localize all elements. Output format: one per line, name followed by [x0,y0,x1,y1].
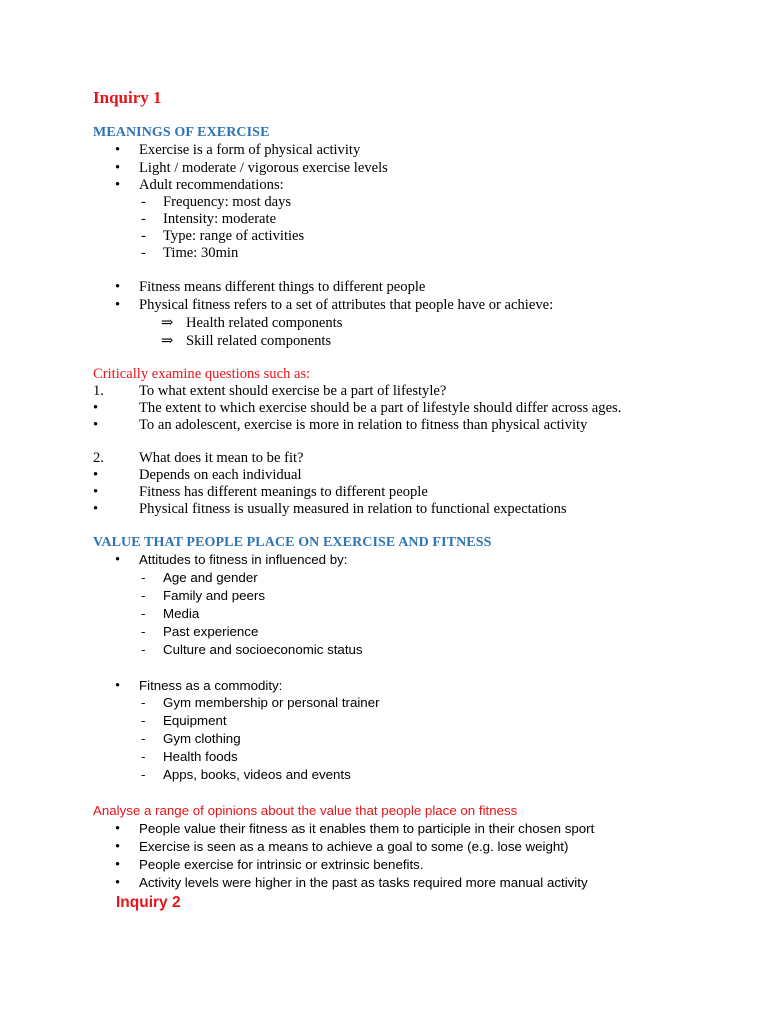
dash: - [141,624,146,639]
bullet: • [115,297,121,313]
list-item: Light / moderate / vigorous exercise levels [139,160,388,176]
arrow-icon: ⇒ [161,315,174,331]
inquiry-1-title: Inquiry 1 [93,88,162,107]
dash: - [141,695,146,710]
dash: - [141,228,146,244]
dash: - [141,713,146,728]
list-item: Time: 30min [163,245,239,261]
dash: - [141,570,146,585]
list-item: People exercise for intrinsic or extrinsic benefits. [139,857,424,872]
bullet: • [115,839,121,855]
bullet: • [115,177,121,193]
list-item: Type: range of activities [163,228,305,244]
list-item: Health foods [163,749,238,764]
bullet: • [115,875,121,891]
list-item: Apps, books, videos and events [163,767,351,782]
list-item: Physical fitness is usually measured in relation to functional expectations [139,501,567,517]
dash: - [141,749,146,764]
dash: - [141,606,146,621]
list-item: The extent to which exercise should be a part of lifestyle should differ across ages. [139,400,622,416]
bullet: • [115,821,121,837]
dash: - [141,211,146,227]
list-item: Depends on each individual [139,467,302,483]
dash: - [141,767,146,782]
list-item: Equipment [163,713,227,728]
question-number: 1. [93,383,104,399]
dash: - [141,731,146,746]
dash: - [141,642,146,657]
dash: - [141,245,146,261]
critically-heading: Critically examine questions such as: [93,366,311,382]
list-item: Gym clothing [163,731,241,746]
list-item: Adult recommendations: [139,177,284,193]
bullet: • [115,857,121,873]
list-item: People value their fitness as it enables them to participle in their chosen sport [139,821,595,836]
list-item: Attitudes to fitness in influenced by: [139,552,348,567]
list-item: Physical fitness refers to a set of attributes that people have or achieve: [139,297,554,313]
bullet: • [93,467,99,483]
question-text: What does it mean to be fit? [139,450,304,466]
list-item: Intensity: moderate [163,211,277,227]
list-item: Skill related components [186,333,332,349]
bullet: • [115,160,121,176]
dash: - [141,194,146,210]
bullet: • [93,417,99,433]
analyse-heading: Analyse a range of opinions about the value that people place on fitness [93,803,518,818]
bullet: • [115,142,121,158]
list-item: Culture and socioeconomic status [163,642,363,657]
bullet: • [115,552,121,568]
list-item: To an adolescent, exercise is more in relation to fitness than physical activity [139,417,588,433]
list-item: Exercise is a form of physical activity [139,142,361,158]
list-item: Past experience [163,624,259,639]
meanings-heading: MEANINGS OF EXERCISE [93,125,270,140]
bullet: • [115,279,121,295]
list-item: Frequency: most days [163,194,292,210]
list-item: Activity levels were higher in the past as tasks required more manual activity [139,875,588,890]
list-item: Family and peers [163,588,265,603]
list-item: Fitness has different meanings to different people [139,484,428,500]
list-item: Age and gender [163,570,258,585]
bullet: • [115,678,121,694]
value-heading: VALUE THAT PEOPLE PLACE ON EXERCISE AND FITNESS [93,535,492,550]
question-number: 2. [93,450,104,466]
list-item: Fitness means different things to different people [139,279,426,295]
bullet: • [93,484,99,500]
bullet: • [93,501,99,517]
dash: - [141,588,146,603]
list-item: Gym membership or personal trainer [163,695,380,710]
list-item: Fitness as a commodity: [139,678,283,693]
list-item: Health related components [186,315,343,331]
list-item: Media [163,606,200,621]
list-item: Exercise is seen as a means to achieve a goal to some (e.g. lose weight) [139,839,569,854]
inquiry-2-title: Inquiry 2 [116,894,181,911]
question-text: To what extent should exercise be a part of lifestyle? [139,383,447,399]
bullet: • [93,400,99,416]
arrow-icon: ⇒ [161,333,174,349]
